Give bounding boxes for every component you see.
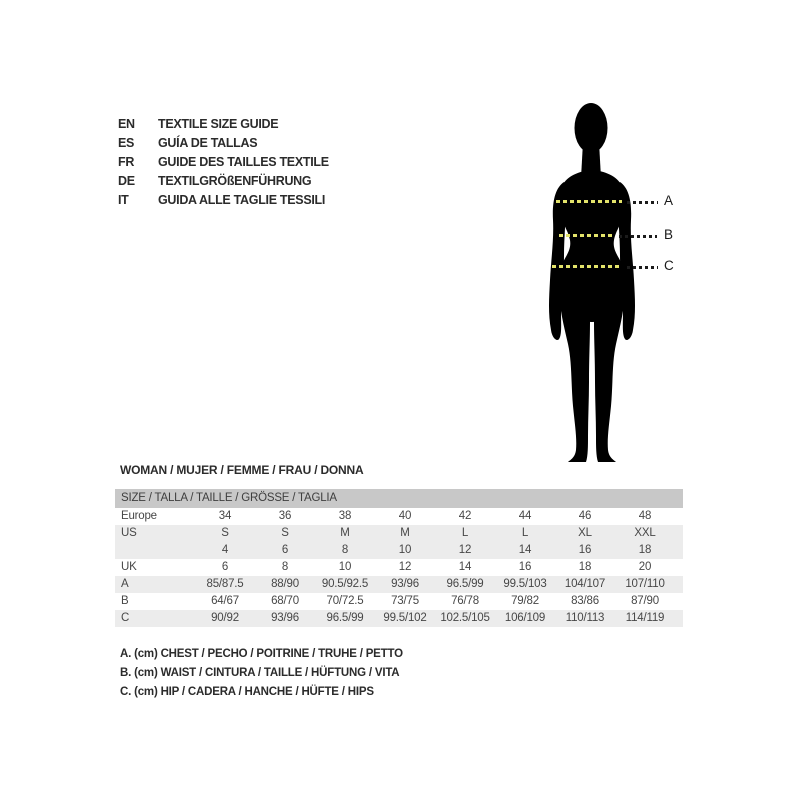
body-dash-line <box>556 200 622 203</box>
size-value: S <box>221 527 229 539</box>
size-value: 20 <box>638 561 652 573</box>
table-row <box>115 576 683 593</box>
size-value: 87/90 <box>631 595 659 607</box>
language-label: TEXTILE SIZE GUIDE <box>158 117 279 131</box>
body-dash-line <box>559 234 614 237</box>
size-value: M <box>400 527 410 539</box>
size-value: 36 <box>278 510 292 522</box>
pointer-dash-line <box>627 266 658 269</box>
size-value: 99.5/102 <box>383 612 427 624</box>
size-value: 88/90 <box>271 578 299 590</box>
size-value: XL <box>578 527 592 539</box>
size-value: 102.5/105 <box>440 612 490 624</box>
table-row <box>115 559 683 576</box>
language-row <box>118 191 329 210</box>
size-value: 107/110 <box>625 578 665 590</box>
row-label: Europe <box>121 510 157 522</box>
language-row <box>118 153 329 172</box>
table-row <box>115 542 683 559</box>
size-value: 14 <box>518 544 532 556</box>
size-value: 16 <box>518 561 532 573</box>
size-value: 93/96 <box>391 578 419 590</box>
size-value: 79/82 <box>511 595 539 607</box>
size-value: 106/109 <box>504 612 546 624</box>
size-value: XXL <box>634 527 656 539</box>
language-label: GUÍA DE TALLAS <box>158 136 258 150</box>
size-value: 46 <box>578 510 592 522</box>
row-label: C <box>121 612 130 624</box>
size-value: 38 <box>338 510 352 522</box>
size-value: 18 <box>638 544 652 556</box>
pointer-dash-line <box>619 235 657 238</box>
woman-silhouette <box>535 100 649 466</box>
size-value: 10 <box>398 544 412 556</box>
marker-label: B <box>664 227 674 242</box>
size-value: 70/72.5 <box>326 595 364 607</box>
legend-line: A. (cm) CHEST / PECHO / POITRINE / TRUHE / PETTO <box>120 648 403 660</box>
size-value: 6 <box>221 561 229 573</box>
size-value: 4 <box>221 544 229 556</box>
language-list <box>118 115 329 210</box>
size-value: 96.5/99 <box>326 612 364 624</box>
size-value: 90.5/92.5 <box>321 578 369 590</box>
table-row <box>115 610 683 627</box>
size-value: 64/67 <box>211 595 239 607</box>
language-label: GUIDE DES TAILLES TEXTILE <box>158 155 329 169</box>
size-value: 96.5/99 <box>446 578 484 590</box>
language-row <box>118 115 329 134</box>
size-value: 76/78 <box>451 595 479 607</box>
language-label: TEXTILGRÖßENFÜHRUNG <box>158 174 312 188</box>
size-value: 90/92 <box>211 612 239 624</box>
row-label: US <box>121 527 137 539</box>
size-value: 85/87.5 <box>206 578 244 590</box>
marker-label: A <box>664 193 674 208</box>
size-value: 14 <box>458 561 472 573</box>
row-label: A <box>121 578 129 590</box>
size-value: 44 <box>518 510 532 522</box>
size-value: L <box>521 527 529 539</box>
language-code: ES <box>118 136 135 150</box>
row-label: B <box>121 595 129 607</box>
size-value: 73/75 <box>391 595 419 607</box>
measurement-legend <box>120 645 403 702</box>
legend-line: B. (cm) WAIST / CINTURA / TAILLE / HÜFTUNG / VITA <box>120 667 400 679</box>
size-value: 68/70 <box>271 595 299 607</box>
size-value: 8 <box>281 561 289 573</box>
size-value: 42 <box>458 510 472 522</box>
language-row <box>118 172 329 191</box>
size-value: 110/113 <box>565 612 605 624</box>
size-value: 10 <box>338 561 352 573</box>
size-value: 48 <box>638 510 652 522</box>
row-label: UK <box>121 561 137 573</box>
size-value: S <box>281 527 289 539</box>
marker-label: C <box>664 258 674 273</box>
size-value: 104/107 <box>564 578 606 590</box>
size-value: 99.5/103 <box>503 578 547 590</box>
table-row <box>115 593 683 610</box>
size-value: 93/96 <box>271 612 299 624</box>
size-value: 34 <box>218 510 232 522</box>
language-row <box>118 134 329 153</box>
size-value: 8 <box>341 544 349 556</box>
row-label <box>115 542 195 559</box>
size-value: 18 <box>578 561 592 573</box>
legend-line: C. (cm) HIP / CADERA / HANCHE / HÜFTE / HIPS <box>120 686 374 698</box>
size-value: 16 <box>578 544 592 556</box>
table-row <box>115 525 683 542</box>
size-table-body <box>115 508 683 627</box>
table-section-title: WOMAN / MUJER / FEMME / FRAU / DONNA <box>120 463 364 477</box>
language-code: DE <box>118 174 135 188</box>
language-label: GUIDA ALLE TAGLIE TESSILI <box>158 193 326 207</box>
size-table-header: SIZE / TALLA / TAILLE / GRÖSSE / TAGLIA <box>115 489 683 508</box>
language-code: FR <box>118 155 135 169</box>
size-value: 6 <box>281 544 289 556</box>
size-table <box>115 489 683 627</box>
size-value: 40 <box>398 510 412 522</box>
size-value: 12 <box>458 544 472 556</box>
size-value: M <box>340 527 350 539</box>
language-code: EN <box>118 117 135 131</box>
size-value: 114/119 <box>625 612 665 624</box>
language-code: IT <box>118 193 129 207</box>
pointer-dash-line <box>627 201 658 204</box>
table-row <box>115 508 683 525</box>
size-value: 12 <box>398 561 412 573</box>
body-dash-line <box>552 265 622 268</box>
size-value: 83/86 <box>571 595 599 607</box>
size-value: L <box>461 527 469 539</box>
